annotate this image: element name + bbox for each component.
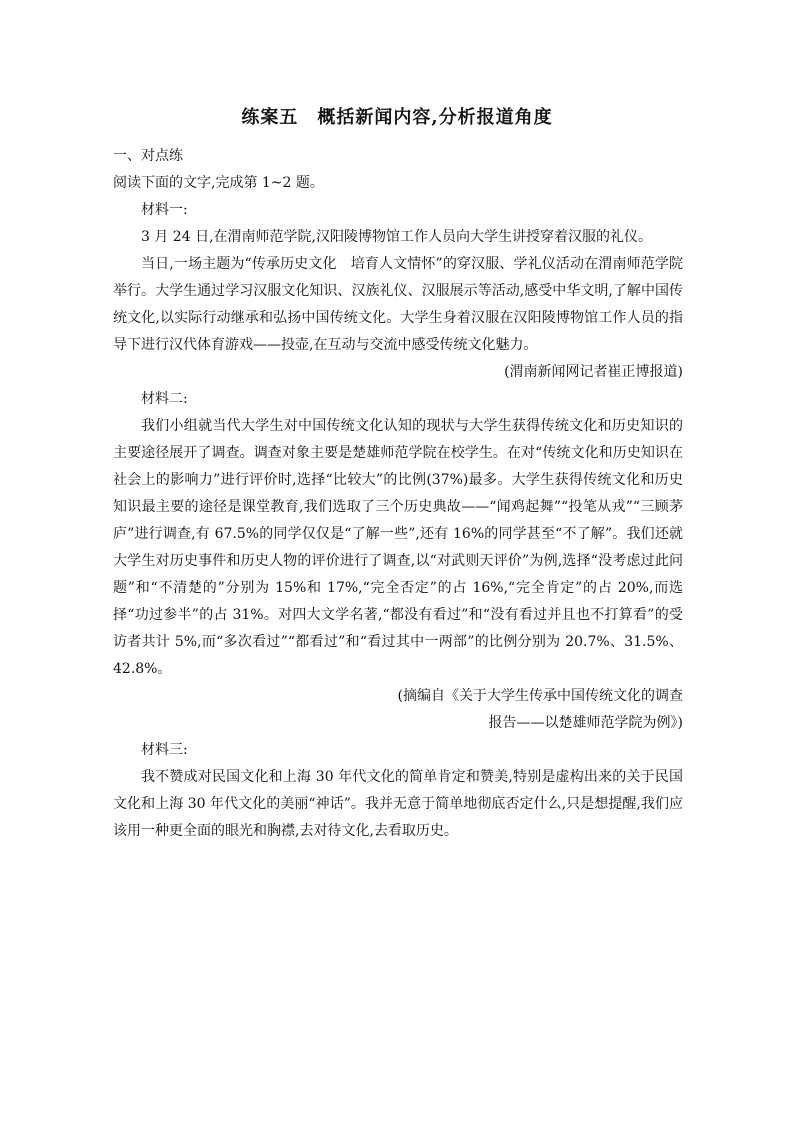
material1-source: (渭南新闻网记者崔正博报道)	[504, 364, 683, 380]
material2-paragraph: 我们小组就当代大学生对中国传统文化认知的现状与大学生获得传统文化和历史知识的主要途径展开了调查。调查对象主要是楚雄师范学院在校学生。在对“传统文化和历史知识在社会上的影响力”进行评价时,选择“比较大”的比例(37%)最多。大学生获得传统文化和历史知识最主要的途径是课堂教育,我们选取了三个历史典故——“闻鸡起舞”“投笔从戎”“三顾茅庐”进行调查,有 67.5%的同学仅仅是“了解一些”,还有 16%的同学甚至“不了解”。我们还就大学生对历史事件和历史人物的评价进行了调查,以“对武则天评价”为例,选择“没考虑过此问题”和“不清楚的”分别为 15%和 17%,“完全否定”的占 16%,“完全肯定”的占 20%,而选择“功过参半”的占 31%。对四大文学名著,“都没有看过”和“没有看过并且也不打算看”的受访者共计 5%,而“多次看过”“都看过”和“看过其中一两部”的比例分别为 20.7%、31.5%、42.8%。	[113, 418, 683, 677]
page-title: 练案五 概括新闻内容,分析报道角度	[241, 107, 553, 128]
material2-label: 材料二:	[141, 391, 188, 407]
material2-source-line-1: (摘编自《关于大学生传承中国传统文化的调查	[397, 688, 683, 704]
material2-source-line-2: 报告——以楚雄师范学院为例》)	[488, 715, 683, 731]
section-heading: 一、对点练	[113, 148, 183, 164]
material3-label: 材料三:	[141, 742, 188, 758]
instruction-text: 阅读下面的文字,完成第 1~2 题。	[113, 175, 324, 191]
document-body	[113, 143, 683, 845]
material1-paragraph-2: 当日,一场主题为“传承历史文化 培育人文情怀”的穿汉服、学礼仪活动在渭南师范学院举行。大学生通过学习汉服文化知识、汉族礼仪、汉服展示等活动,感受中华文明,了解中国传统文化,以实际行动继承和弘扬中国传统文化。大学生身着汉服在汉阳陵博物馆工作人员的指导下进行汉代体育游戏——投壶,在互动与交流中感受传统文化魅力。	[113, 256, 683, 353]
material3-paragraph: 我不赞成对民国文化和上海 30 年代文化的简单肯定和赞美,特别是虚构出来的关于民国文化和上海 30 年代文化的美丽“神话”。我并无意于简单地彻底否定什么,只是想提醒,我们应该用一种更全面的眼光和胸襟,去对待文化,去看取历史。	[113, 769, 683, 839]
material1-label: 材料一:	[141, 202, 188, 218]
material1-paragraph-1: 3 月 24 日,在渭南师范学院,汉阳陵博物馆工作人员向大学生讲授穿着汉服的礼仪。	[141, 229, 652, 245]
